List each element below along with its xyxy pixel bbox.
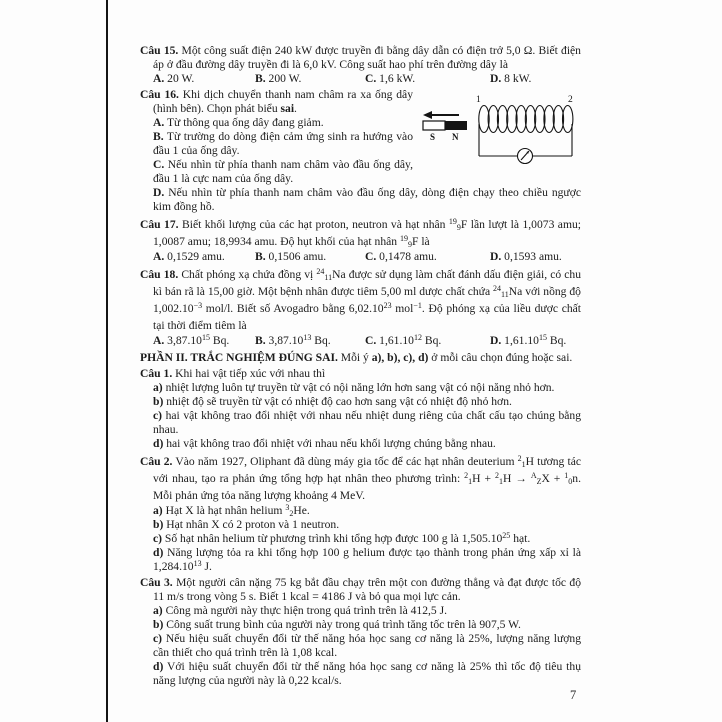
p2q3-label: Câu 3. <box>140 576 173 589</box>
option-a: A. 3,87.10$^{15}$ Bq. <box>153 333 230 347</box>
p2q1-text: Khi hai vật tiếp xúc với nhau thì <box>175 367 326 380</box>
arrow-left-icon <box>423 111 432 119</box>
item-d: d) Năng lượng tỏa ra khi tổng hợp 100 g helium được tạo thành trong phản ứng xấp xỉ là 1,284.10$^{13}$ J. <box>153 546 581 573</box>
part2-heading: PHẦN II. TRẮC NGHIỆM ĐÚNG SAI. Mỗi ý a), b), c), d) ở mỗi câu chọn đúng hoặc sai. <box>140 351 573 364</box>
coil-end-2-label: 2 <box>568 95 573 105</box>
item-c: c) hai vật không trao đổi nhiệt với nhau nếu nhiệt dung riêng của chất cấu tạo chúng bằng nhau. <box>153 409 581 436</box>
p2q1-label: Câu 1. <box>140 367 173 380</box>
p2q2-body <box>140 453 581 504</box>
magnet-coil-figure <box>421 92 581 168</box>
statement-d: D. Nếu nhìn từ phía thanh nam châm vào đầu ống dây, dòng điện chạy theo chiều ngược kim đồng hồ. <box>153 186 581 213</box>
question-15-options <box>153 72 581 86</box>
option-b: B. 3,87.10$^{13}$ Bq. <box>255 333 331 347</box>
question-16-label: Câu 16. <box>140 88 179 101</box>
item-c: c) Số hạt nhân helium từ phương trình khi tổng hợp được 100 g là 1,505.10$^{25}$ hạt. <box>153 531 531 545</box>
statement-a: A. Từ thông qua ống dây đang giảm. <box>153 116 324 129</box>
question-17-label: Câu 17. <box>140 218 179 231</box>
p2q2-label: Câu 2. <box>140 455 173 468</box>
item-b: b) Công suất trung bình của người này trong quá trình tăng tốc trên là 907,5 W. <box>153 618 521 631</box>
item-b: b) Hạt nhân X có 2 proton và 1 neutron. <box>153 518 340 531</box>
question-18-options <box>153 334 581 348</box>
option-d: D. 8 kW. <box>490 72 532 85</box>
p2q1-body <box>140 367 581 381</box>
question-16 <box>140 88 581 214</box>
option-d: D. 1,61.10$^{15}$ Bq. <box>490 333 567 347</box>
question-18-body <box>140 266 582 334</box>
coil-end-1-label: 1 <box>476 95 481 105</box>
option-d: D. 0,1593 amu. <box>490 250 562 263</box>
option-a: A. 0,1529 amu. <box>153 250 225 263</box>
option-b: B. 200 W. <box>255 72 302 85</box>
question-17 <box>140 216 581 264</box>
question-17-text: Biết khối lượng của các hạt proton, neutron và hạt nhân $^{19}_9$F lần lượt là 1,0073 amu; 1,0087 amu; 18,9934 amu. Độ hụt khối của hạt nhân $^{19}_9$F là <box>153 217 581 249</box>
question-16-text: Khi dịch chuyển thanh nam châm ra xa ống dây (hình bên). Chọn phát biểu sai. <box>153 88 414 115</box>
magnet-pole-n-label: N <box>452 132 459 142</box>
page-number: 7 <box>570 688 577 702</box>
question-18-label: Câu 18. <box>140 268 179 281</box>
item-a: a) nhiệt lượng luôn tự truyền từ vật có nội năng lớn hơn sang vật có nội năng nhỏ hơn. <box>153 381 555 394</box>
question-15-label: Câu 15. <box>140 44 179 57</box>
bar-magnet-icon <box>423 111 467 142</box>
p2q2-text: Vào năm 1927, Oliphant đã dùng máy gia tốc để các hạt nhân deuterium $^2_1$H tương tác với nhau, tạo ra phản ứng tổng hợp hạt nhân theo phương trình: $^2_1$H + $^2_1$H → $^A_Z$X + $^1_0$n. Mỗi phản ứng tỏa năng lượng khoảng 4 MeV. <box>153 454 581 502</box>
part2-question-2 <box>140 453 581 574</box>
part2-question-1 <box>140 367 581 451</box>
question-15-body <box>140 44 581 72</box>
item-b: b) nhiệt độ sẽ truyền từ vật có nhiệt độ cao hơn sang vật có nhiệt độ nhỏ hơn. <box>153 395 512 408</box>
page-content <box>140 44 581 690</box>
magnet-pole-s-label: S <box>430 132 436 142</box>
statement-b: B. Từ trường do dòng điện cảm ứng sinh ra hướng vào đầu 1 của ống dây. <box>153 130 413 157</box>
option-c: C. 1,6 kW. <box>365 72 416 85</box>
statement-c: C. Nếu nhìn từ phía thanh nam châm vào đầu ống dây, đầu 1 là cực nam của ống dây. <box>153 158 413 185</box>
question-18 <box>140 266 581 348</box>
option-c: C. 1,61.10$^{12}$ Bq. <box>365 333 442 347</box>
item-a: a) Công mà người này thực hiện trong quá trình trên là 412,5 J. <box>153 604 448 617</box>
question-18-text: Chất phóng xạ chứa đồng vị $^{24}_{11}$Na được sử dụng làm chất đánh dấu điện giải, có chu kì bán rã là 15,00 giờ. Một bệnh nhân được tiêm 5,00 ml dược chất chứa $^{24}_{11}$Na với nồng độ $1,002.10^{-3}$ mol/l. Biết số Avogadro bằng 6,02.10$^{23}$ mol$^{-1}$. Độ phóng xạ của liều dược chất tại thời điểm tiêm là <box>153 267 582 332</box>
option-a: A. 20 W. <box>153 72 195 85</box>
option-b: B. 0,1506 amu. <box>255 250 327 263</box>
option-c: C. 0,1478 amu. <box>365 250 437 263</box>
galvanometer-icon <box>518 149 533 164</box>
item-a: a) Hạt X là hạt nhân helium $^3_2$He. <box>153 503 310 518</box>
item-d: d) Với hiệu suất chuyển đổi từ thế năng hóa học sang cơ năng là 25% thì tốc độ tiêu thụ năng lượng của người này là 0,22 kcal/s. <box>153 660 581 687</box>
p2q3-text: Một người cân nặng 75 kg bắt đầu chạy trên một con đường thẳng và đạt được tốc độ 11 m/s trong vòng 5 s. Biết 1 kcal = 4186 J và bỏ qua mọi lực cản. <box>153 576 581 603</box>
question-15 <box>140 44 581 86</box>
question-17-options <box>153 250 581 264</box>
question-17-body <box>140 216 581 250</box>
page-edge-line <box>106 0 108 722</box>
part2-question-3 <box>140 576 581 688</box>
item-d: d) hai vật không trao đổi nhiệt với nhau nếu khối lượng chúng bằng nhau. <box>153 437 496 450</box>
item-c: c) Nếu hiệu suất chuyển đổi từ thế năng hóa học sang cơ năng là 25%, lượng năng lượng cần thiết cho quá trình trên là 1,08 kcal. <box>153 632 581 659</box>
p2q3-body <box>140 576 581 604</box>
question-15-text: Một công suất điện 240 kW được truyền đi bằng dây dẫn có điện trở 5,0 Ω. Biết điện áp ở đầu đường dây truyền đi là 6,0 kV. Công suất hao phí trên đường dây là <box>153 44 581 71</box>
